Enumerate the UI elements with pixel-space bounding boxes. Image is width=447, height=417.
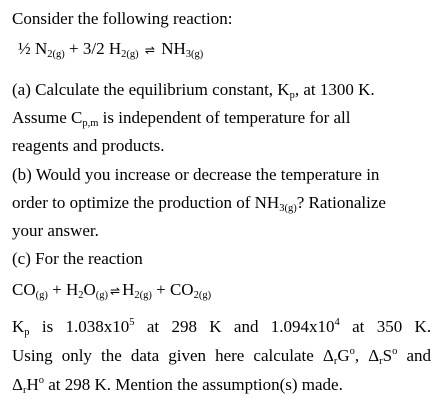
reaction-water-gas-shift: $CO_{(g)} + H_2O_{(g)}$ ⇌ $H_{2(g)} + CO_{2(g)}$ xyxy=(12,280,212,301)
equilibrium-arrow: ⇌ xyxy=(144,43,155,57)
part-b-line-2: order to optimize the production of $NH_{3(g)}$? Rationalize xyxy=(12,193,386,214)
part-a-line-1: (a) Calculate the equilibrium constant, $K_p$, at 1300 K. xyxy=(12,80,375,101)
part-b-line-3: your answer. xyxy=(12,221,99,240)
part-c-line-1: (c) For the reaction xyxy=(12,249,143,268)
part-b-line-1: (b) Would you increase or decrease the temperature in xyxy=(12,165,380,184)
part-c-line-4: Using only the data given here calculate $\Delta_rG^o$, $\Delta_rS^o$ and xyxy=(12,346,431,367)
part-c-line-5: $\Delta_rH^o$ at 298 K. Mention the assumption(s) made. xyxy=(12,375,343,396)
reaction-ammonia: ½ $N_{2(g)} + 3/2$ $H_{2(g)}$ ⇌ $NH_{3(g)}$ xyxy=(18,39,204,60)
part-a-line-3: reagents and products. xyxy=(12,136,165,155)
equilibrium-arrow: ⇌ xyxy=(110,284,121,298)
part-a-line-2: Assume $C_{p,m}$ is independent of temperature for all xyxy=(12,108,351,129)
intro-text: Consider the following reaction: xyxy=(12,9,233,28)
part-c-kp-line: $K_p$ is $1.038x10^5$ at 298 K and $1.094x10^4$ at 350 K. xyxy=(12,317,432,338)
